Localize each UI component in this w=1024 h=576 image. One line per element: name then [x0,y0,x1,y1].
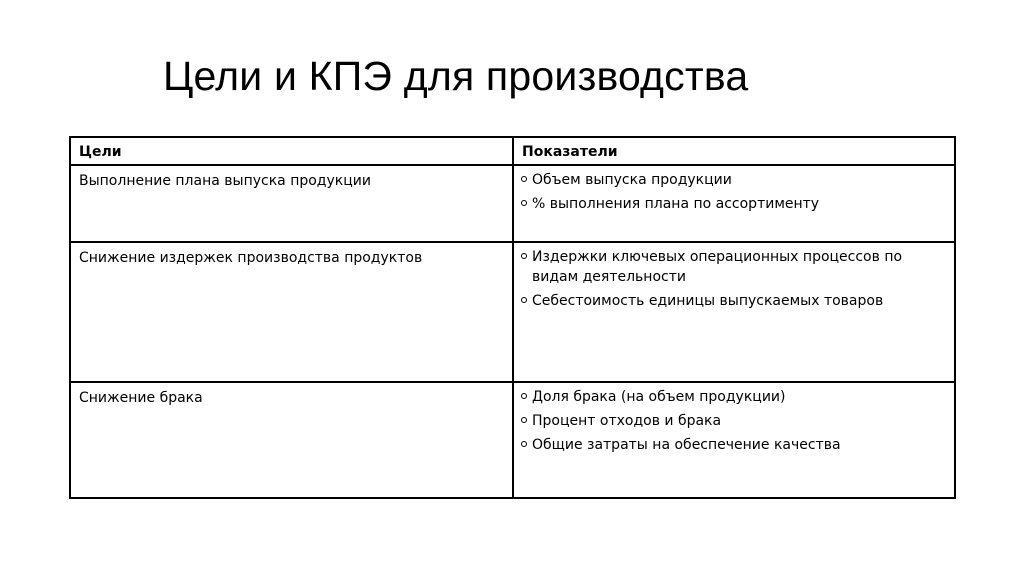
circle-bullet-icon [521,253,527,259]
circle-bullet-icon [521,297,527,303]
indicator-list [521,247,946,311]
indicator-text: Объем выпуска продукции [532,172,732,188]
indicator-list [521,170,946,214]
indicator-item [521,435,946,455]
table-row [70,382,955,498]
table-row [70,242,955,382]
indicator-list [521,387,946,455]
indicator-text: Доля брака (на объем продукции) [532,389,786,405]
table-header-row [70,137,955,165]
indicator-item [521,411,946,431]
indicator-text: Издержки ключевых операционных процессов по видам деятельности [532,249,903,285]
indicator-text: Себестоимость единицы выпускаемых товаров [532,293,884,309]
circle-bullet-icon [521,176,527,182]
goal-cell: Снижение издержек производства продуктов [70,242,513,382]
circle-bullet-icon [521,393,527,399]
slide-title: Цели и КПЭ для производства [163,53,749,99]
indicator-item [521,194,946,214]
indicator-text: Общие затраты на обеспечение качества [532,437,841,453]
indicator-text: Процент отходов и брака [532,413,722,429]
indicators-cell [513,165,955,242]
kpi-table [69,136,956,499]
indicator-item [521,387,946,407]
indicators-cell [513,382,955,498]
circle-bullet-icon [521,417,527,423]
goal-cell: Выполнение плана выпуска продукции [70,165,513,242]
circle-bullet-icon [521,200,527,206]
goal-cell: Снижение брака [70,382,513,498]
indicators-cell [513,242,955,382]
indicator-item [521,247,946,287]
indicator-text: % выполнения плана по ассортименту [532,196,820,212]
indicator-item [521,291,946,311]
indicator-item [521,170,946,190]
header-indicators: Показатели [513,137,955,165]
circle-bullet-icon [521,441,527,447]
table-row [70,165,955,242]
header-goals: Цели [70,137,513,165]
